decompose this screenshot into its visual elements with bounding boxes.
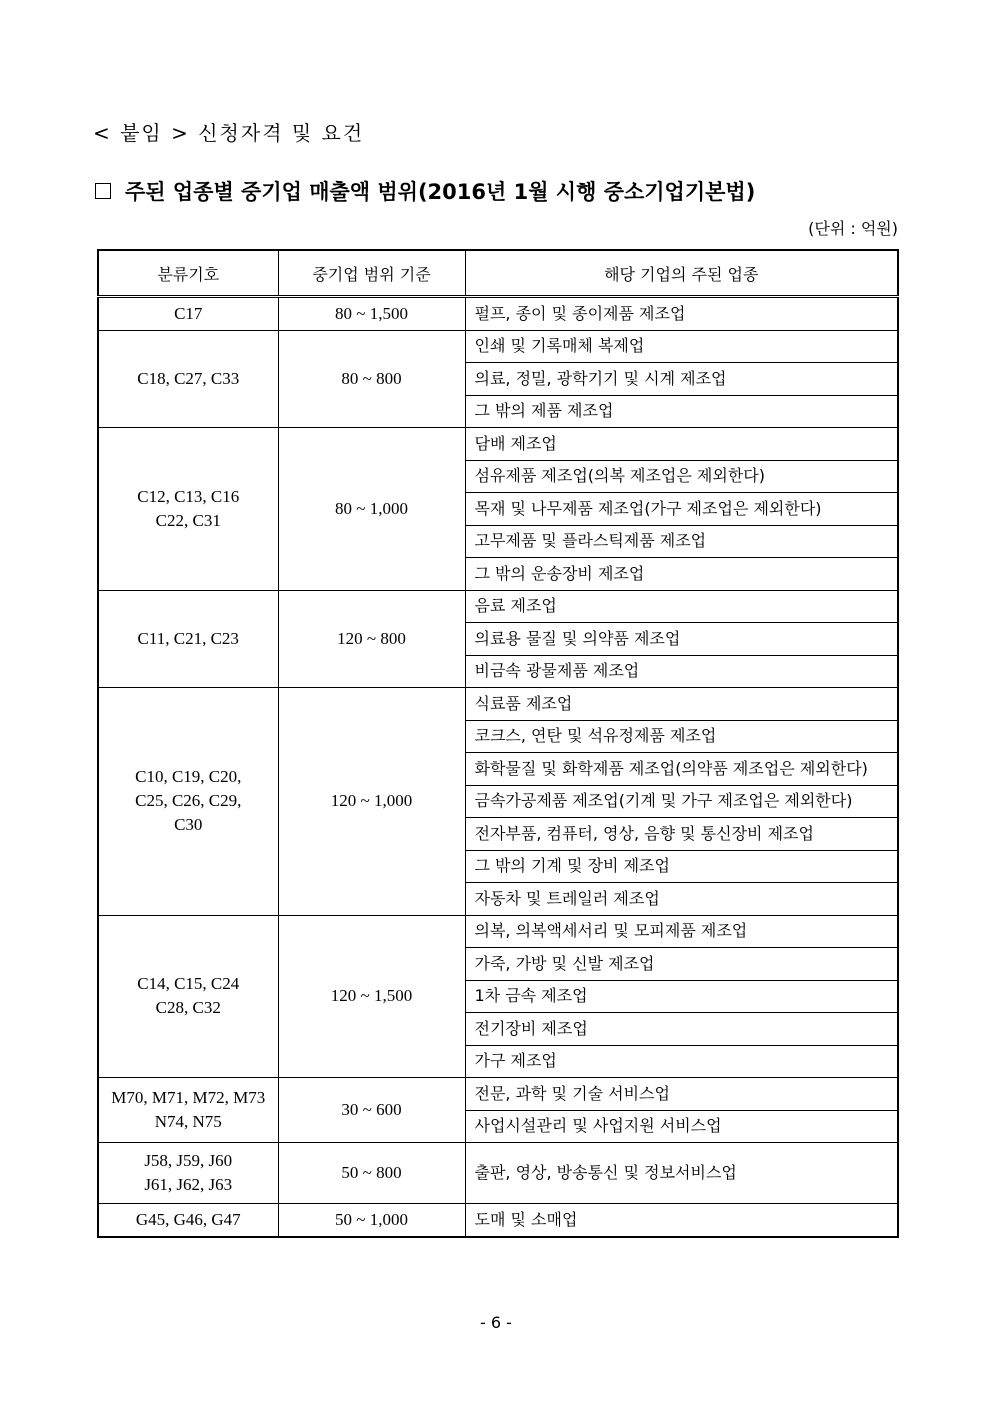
- classification-code-cell: [98, 297, 278, 331]
- industry-cell: 코크스, 연탄 및 석유정제품 제조업: [465, 720, 898, 753]
- classification-code-line: C25, C26, C29,: [135, 791, 242, 811]
- classification-code-cell: [98, 1143, 278, 1204]
- sales-range-cell: 50 ~ 1,000: [278, 1204, 465, 1237]
- unit-note: (단위 : 억원): [808, 219, 898, 238]
- table-row: [98, 1143, 898, 1204]
- industry-cell: 1차 금속 제조업: [465, 980, 898, 1013]
- classification-code-cell: [98, 428, 278, 591]
- sales-range-cell: 120 ~ 1,000: [278, 688, 465, 916]
- table-row: [98, 297, 898, 331]
- industry-cell: 가구 제조업: [465, 1045, 898, 1078]
- industry-cell: 인쇄 및 기록매체 복제업: [465, 330, 898, 363]
- industry-cell: 고무제품 및 플라스틱제품 제조업: [465, 525, 898, 558]
- classification-code-line: C18, C27, C33: [137, 368, 240, 388]
- checkbox-icon: [95, 183, 111, 199]
- industry-cell: 의료용 물질 및 의약품 제조업: [465, 623, 898, 656]
- industry-cell: 사업시설관리 및 사업지원 서비스업: [465, 1110, 898, 1143]
- classification-code-line: C10, C19, C20,: [135, 767, 242, 787]
- classification-code-cell: [98, 1204, 278, 1237]
- industry-cell: 그 밖의 제품 제조업: [465, 395, 898, 428]
- industry-cell: 출판, 영상, 방송통신 및 정보서비스업: [465, 1143, 898, 1204]
- classification-code-line: J58, J59, J60: [144, 1151, 233, 1170]
- industry-cell: 목재 및 나무제품 제조업(가구 제조업은 제외한다): [465, 493, 898, 526]
- industry-cell: 비금속 광물제품 제조업: [465, 655, 898, 688]
- industry-cell: 그 밖의 운송장비 제조업: [465, 558, 898, 591]
- table-row: [98, 688, 898, 721]
- industry-cell: 의복, 의복액세서리 및 모피제품 제조업: [465, 915, 898, 948]
- classification-code-line: G45, G46, G47: [135, 1209, 241, 1229]
- industry-cell: 전자부품, 컴퓨터, 영상, 음향 및 통신장비 제조업: [465, 818, 898, 851]
- sales-range-cell: 80 ~ 1,500: [278, 297, 465, 331]
- table-row: [98, 1204, 898, 1237]
- classification-code-line: C14, C15, C24: [137, 974, 240, 994]
- classification-code-cell: [98, 1078, 278, 1143]
- industry-cell: 식료품 제조업: [465, 688, 898, 721]
- table-row: [98, 330, 898, 363]
- section-heading-text: 주된 업종별 중기업 매출액 범위(2016년 1월 시행 중소기업기본법): [125, 180, 756, 204]
- section-heading: [95, 176, 755, 206]
- industry-cell: 가죽, 가방 및 신발 제조업: [465, 948, 898, 981]
- sales-range-cell: 30 ~ 600: [278, 1078, 465, 1143]
- classification-code-line: C17: [174, 303, 203, 323]
- header-code: 분류기호: [98, 250, 278, 297]
- classification-code-cell: [98, 915, 278, 1078]
- sales-range-cell: 120 ~ 1,500: [278, 915, 465, 1078]
- table-row: [98, 590, 898, 623]
- classification-code-line: C30: [174, 815, 203, 835]
- industry-cell: 전문, 과학 및 기술 서비스업: [465, 1078, 898, 1111]
- sales-range-cell: 80 ~ 800: [278, 330, 465, 428]
- table-row: [98, 428, 898, 461]
- sales-range-cell: 80 ~ 1,000: [278, 428, 465, 591]
- header-industry: 해당 기업의 주된 업종: [465, 250, 898, 297]
- classification-code-cell: [98, 330, 278, 428]
- classification-code-line: N74, N75: [154, 1112, 222, 1131]
- table-header-row: [98, 250, 898, 297]
- classification-code-line: M70, M71, M72, M73: [111, 1088, 266, 1107]
- industry-cell: 화학물질 및 화학제품 제조업(의약품 제조업은 제외한다): [465, 753, 898, 786]
- page-number: - 6 -: [480, 1313, 512, 1332]
- table-row: [98, 1078, 898, 1111]
- sales-range-table: [97, 249, 899, 1238]
- industry-cell: 섬유제품 제조업(의복 제조업은 제외한다): [465, 460, 898, 493]
- classification-code-line: C11, C21, C23: [137, 628, 239, 648]
- classification-code-line: C12, C13, C16: [137, 486, 240, 506]
- industry-cell: 의료, 정밀, 광학기기 및 시계 제조업: [465, 363, 898, 396]
- attachment-title: < 붙임 > 신청자격 및 요건: [93, 121, 365, 145]
- industry-cell: 음료 제조업: [465, 590, 898, 623]
- industry-cell: 금속가공제품 제조업(기계 및 가구 제조업은 제외한다): [465, 785, 898, 818]
- classification-code-line: J61, J62, J63: [144, 1175, 233, 1194]
- table-body: [98, 297, 898, 1237]
- industry-cell: 펄프, 종이 및 종이제품 제조업: [465, 297, 898, 331]
- header-range: 중기업 범위 기준: [278, 250, 465, 297]
- industry-cell: 도매 및 소매업: [465, 1204, 898, 1237]
- classification-code-cell: [98, 688, 278, 916]
- sales-range-cell: 50 ~ 800: [278, 1143, 465, 1204]
- industry-cell: 전기장비 제조업: [465, 1013, 898, 1046]
- classification-code-line: C28, C32: [155, 998, 221, 1018]
- industry-cell: 자동차 및 트레일러 제조업: [465, 883, 898, 916]
- table-row: [98, 915, 898, 948]
- industry-cell: 담배 제조업: [465, 428, 898, 461]
- sales-range-cell: 120 ~ 800: [278, 590, 465, 688]
- classification-code-cell: [98, 590, 278, 688]
- industry-cell: 그 밖의 기계 및 장비 제조업: [465, 850, 898, 883]
- classification-code-line: C22, C31: [155, 510, 221, 530]
